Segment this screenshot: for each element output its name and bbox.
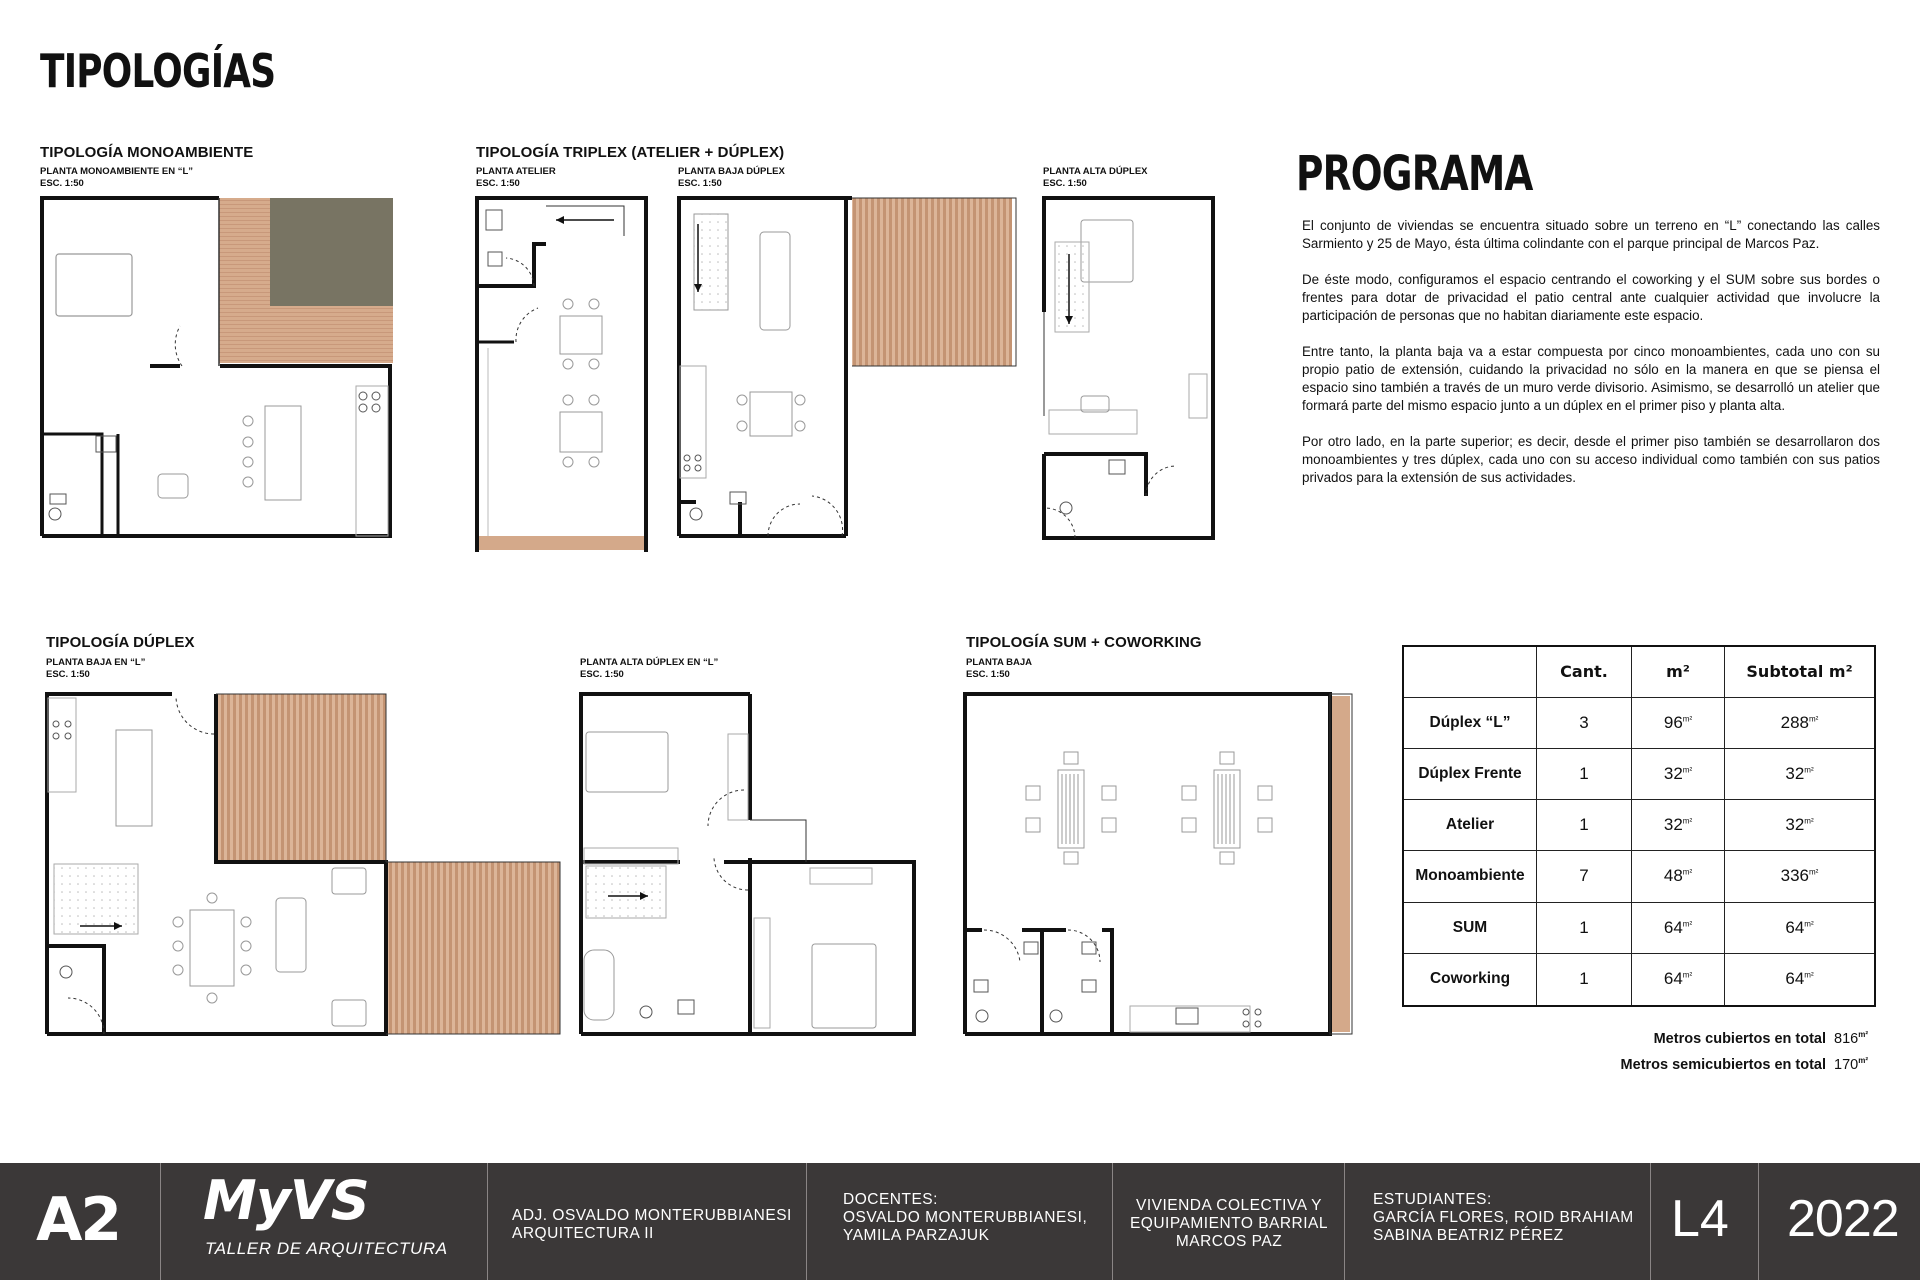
section-title-sum-coworking: TIPOLOGÍA SUM + COWORKING — [966, 634, 1202, 651]
floor-plan-planta-baja-duplex — [676, 196, 1020, 540]
table-header-subtotal: Subtotal m² — [1725, 646, 1876, 697]
row-subtotal — [1725, 851, 1876, 902]
table-row — [1403, 902, 1875, 953]
plan-scale: ESC. 1:50 — [580, 669, 624, 680]
total-cubiertos — [1654, 1030, 1868, 1047]
plan-label-planta-alta-duplex — [1043, 166, 1148, 190]
table-row — [1403, 800, 1875, 851]
subtotal-value: 336 — [1780, 866, 1810, 886]
plan-name: PLANTA ALTA DÚPLEX — [1043, 166, 1148, 177]
project-line-3: MARCOS PAZ — [1175, 1233, 1283, 1250]
unit: m² — [1682, 816, 1693, 826]
floor-plan-atelier — [474, 196, 650, 554]
sheet-number: A2 — [36, 1185, 121, 1255]
docentes-name-2: YAMILA PARZAJUK — [843, 1227, 990, 1244]
plan-name: PLANTA ATELIER — [476, 166, 556, 177]
floor-plan-duplex-planta-baja — [44, 690, 564, 1038]
plan-label-planta-baja-duplex — [678, 166, 785, 190]
programa-text — [1302, 217, 1880, 505]
footer-level-cell — [1650, 1163, 1759, 1280]
footer-year-cell — [1758, 1163, 1920, 1280]
footer-bar — [0, 1163, 1920, 1280]
unit: m² — [1804, 970, 1814, 980]
plan-label-sum — [966, 657, 1032, 681]
unit: m² — [1858, 1030, 1868, 1039]
row-cant: 1 — [1537, 902, 1632, 953]
floor-plan-sum-coworking — [962, 690, 1358, 1038]
row-cant: 7 — [1537, 851, 1632, 902]
m2-value: 96 — [1663, 712, 1683, 732]
plan-label-monoambiente — [40, 166, 193, 190]
brand-subtitle: TALLER DE ARQUITECTURA — [205, 1239, 448, 1258]
section-title-monoambiente: TIPOLOGÍA MONOAMBIENTE — [40, 144, 254, 161]
student-name-2: SABINA BEATRIZ PÉREZ — [1373, 1227, 1564, 1244]
unit: m² — [1809, 867, 1819, 877]
footer-brand-cell — [160, 1163, 487, 1280]
floor-plan-planta-alta-duplex — [1041, 196, 1217, 542]
plan-name: PLANTA BAJA DÚPLEX — [678, 166, 785, 177]
student-name-1: GARCÍA FLORES, ROID BRAHIAM — [1373, 1209, 1634, 1226]
plan-name: PLANTA BAJA — [966, 657, 1032, 668]
table-row — [1403, 748, 1875, 799]
row-subtotal — [1725, 953, 1876, 1006]
floor-plan-duplex-planta-alta — [578, 690, 918, 1038]
students-label: ESTUDIANTES: — [1373, 1191, 1492, 1208]
row-subtotal — [1725, 800, 1876, 851]
row-subtotal — [1725, 902, 1876, 953]
subtotal-value: 32 — [1785, 815, 1805, 835]
row-label: Dúplex “L” — [1403, 697, 1537, 748]
year-label: 2022 — [1787, 1190, 1899, 1248]
row-m2 — [1632, 953, 1725, 1006]
unit: m² — [1682, 970, 1693, 980]
unit: m² — [1804, 919, 1814, 929]
section-title-duplex: TIPOLOGÍA DÚPLEX — [46, 634, 195, 651]
total-value: 816 — [1834, 1030, 1859, 1047]
unit: m² — [1682, 713, 1693, 723]
table-header-cant: Cant. — [1537, 646, 1632, 697]
row-cant: 1 — [1537, 748, 1632, 799]
programa-paragraph-1: El conjunto de viviendas se encuentra situado sobre un terreno en “L” conectando las calles Sarmiento y 25 de Mayo, ésta última colindante con el parque principal de Marcos Paz. — [1302, 218, 1880, 251]
unit: m² — [1858, 1056, 1868, 1065]
m2-value: 32 — [1663, 815, 1683, 835]
plan-scale: ESC. 1:50 — [46, 669, 90, 680]
subtotal-value: 288 — [1780, 712, 1810, 732]
page-title: TIPOLOGÍAS — [40, 44, 276, 98]
row-m2 — [1632, 800, 1725, 851]
row-subtotal — [1725, 697, 1876, 748]
footer-project-cell — [1112, 1163, 1345, 1280]
section-title-triplex: TIPOLOGÍA TRIPLEX (ATELIER + DÚPLEX) — [476, 144, 785, 161]
row-label: SUM — [1403, 902, 1537, 953]
plan-name: PLANTA BAJA EN “L” — [46, 657, 146, 668]
row-label: Coworking — [1403, 953, 1537, 1006]
unit: m² — [1809, 713, 1819, 723]
row-m2 — [1632, 902, 1725, 953]
docentes-label: DOCENTES: — [843, 1191, 938, 1208]
subtotal-value: 64 — [1785, 969, 1805, 989]
plan-name: PLANTA ALTA DÚPLEX EN “L” — [580, 657, 719, 668]
unit: m² — [1682, 765, 1693, 775]
plan-scale: ESC. 1:50 — [966, 669, 1010, 680]
subtotal-value: 64 — [1785, 917, 1805, 937]
plan-label-duplex-baja — [46, 657, 145, 681]
plan-name: PLANTA MONOAMBIENTE EN “L” — [40, 166, 194, 177]
m2-value: 32 — [1663, 763, 1683, 783]
total-label: Metros cubiertos en total — [1653, 1030, 1827, 1047]
programa-paragraph-3: Entre tanto, la planta baja va a estar compuesta por cinco monoambientes, cada uno con su propio patio de extensión, cuidando la privacidad no sólo en la manera en que se piensa el espacio sino también a través de un muro verde divisorio. Asimismo, se desarrolló un atelier que formará parte del mismo espacio junto a un dúplex en el primer piso y planta alta. — [1302, 344, 1880, 413]
m2-value: 64 — [1663, 969, 1683, 989]
table-row — [1403, 953, 1875, 1006]
plan-scale: ESC. 1:50 — [476, 178, 520, 189]
table-header-empty — [1403, 646, 1537, 697]
row-cant: 3 — [1537, 697, 1632, 748]
row-cant: 1 — [1537, 953, 1632, 1006]
total-value: 170 — [1834, 1056, 1859, 1073]
plan-scale: ESC. 1:50 — [40, 178, 84, 189]
subtotal-value: 32 — [1785, 763, 1805, 783]
plan-label-duplex-alta — [580, 657, 718, 681]
row-subtotal — [1725, 748, 1876, 799]
row-cant: 1 — [1537, 800, 1632, 851]
docentes-name-1: OSVALDO MONTERUBBIANESI, — [843, 1209, 1088, 1226]
plan-scale: ESC. 1:50 — [678, 178, 722, 189]
adj-line-2: ARQUITECTURA II — [512, 1225, 654, 1242]
unit: m² — [1682, 919, 1693, 929]
footer-docentes-cell — [806, 1163, 1113, 1280]
floor-plan-monoambiente — [40, 196, 395, 538]
project-line-2: EQUIPAMIENTO BARRIAL — [1129, 1215, 1329, 1232]
row-m2 — [1632, 851, 1725, 902]
brand-logo: MyVS — [203, 1169, 369, 1232]
footer-students-cell — [1344, 1163, 1651, 1280]
program-table — [1402, 645, 1876, 1007]
level-label: L4 — [1671, 1190, 1729, 1248]
row-label: Monoambiente — [1403, 851, 1537, 902]
plan-scale: ESC. 1:50 — [1043, 178, 1087, 189]
programa-title: PROGRAMA — [1296, 146, 1533, 202]
table-header-row — [1403, 646, 1875, 697]
total-label: Metros semicubiertos en total — [1620, 1056, 1827, 1073]
table-header-m2: m² — [1632, 646, 1725, 697]
row-label: Atelier — [1403, 800, 1537, 851]
footer-adj-cell — [487, 1163, 806, 1280]
project-line-1: VIVIENDA COLECTIVA Y — [1135, 1197, 1323, 1214]
plan-label-atelier — [476, 166, 556, 190]
row-m2 — [1632, 697, 1725, 748]
row-label: Dúplex Frente — [1403, 748, 1537, 799]
adj-line-1: ADJ. OSVALDO MONTERUBBIANESI — [512, 1207, 792, 1224]
programa-paragraph-4: Por otro lado, en la parte superior; es decir, desde el primer piso también se desarrollaron dos monoambientes y tres dúplex, cada uno con su acceso individual como también con sus patios privados para la extensión de sus actividades. — [1302, 434, 1880, 485]
row-m2 — [1632, 748, 1725, 799]
total-semicubiertos — [1621, 1056, 1868, 1073]
unit: m² — [1804, 816, 1814, 826]
table-row — [1403, 697, 1875, 748]
unit: m² — [1804, 765, 1814, 775]
m2-value: 64 — [1663, 917, 1683, 937]
m2-value: 48 — [1663, 866, 1683, 886]
table-row — [1403, 851, 1875, 902]
unit: m² — [1682, 867, 1693, 877]
programa-paragraph-2: De éste modo, configuramos el espacio centrando el coworking y el SUM sobre sus bordes o frentes para dotar de privacidad el patio central ante cualquier actividad que involucre la participación de personas que no habitan diariamente este espacio. — [1302, 272, 1880, 323]
